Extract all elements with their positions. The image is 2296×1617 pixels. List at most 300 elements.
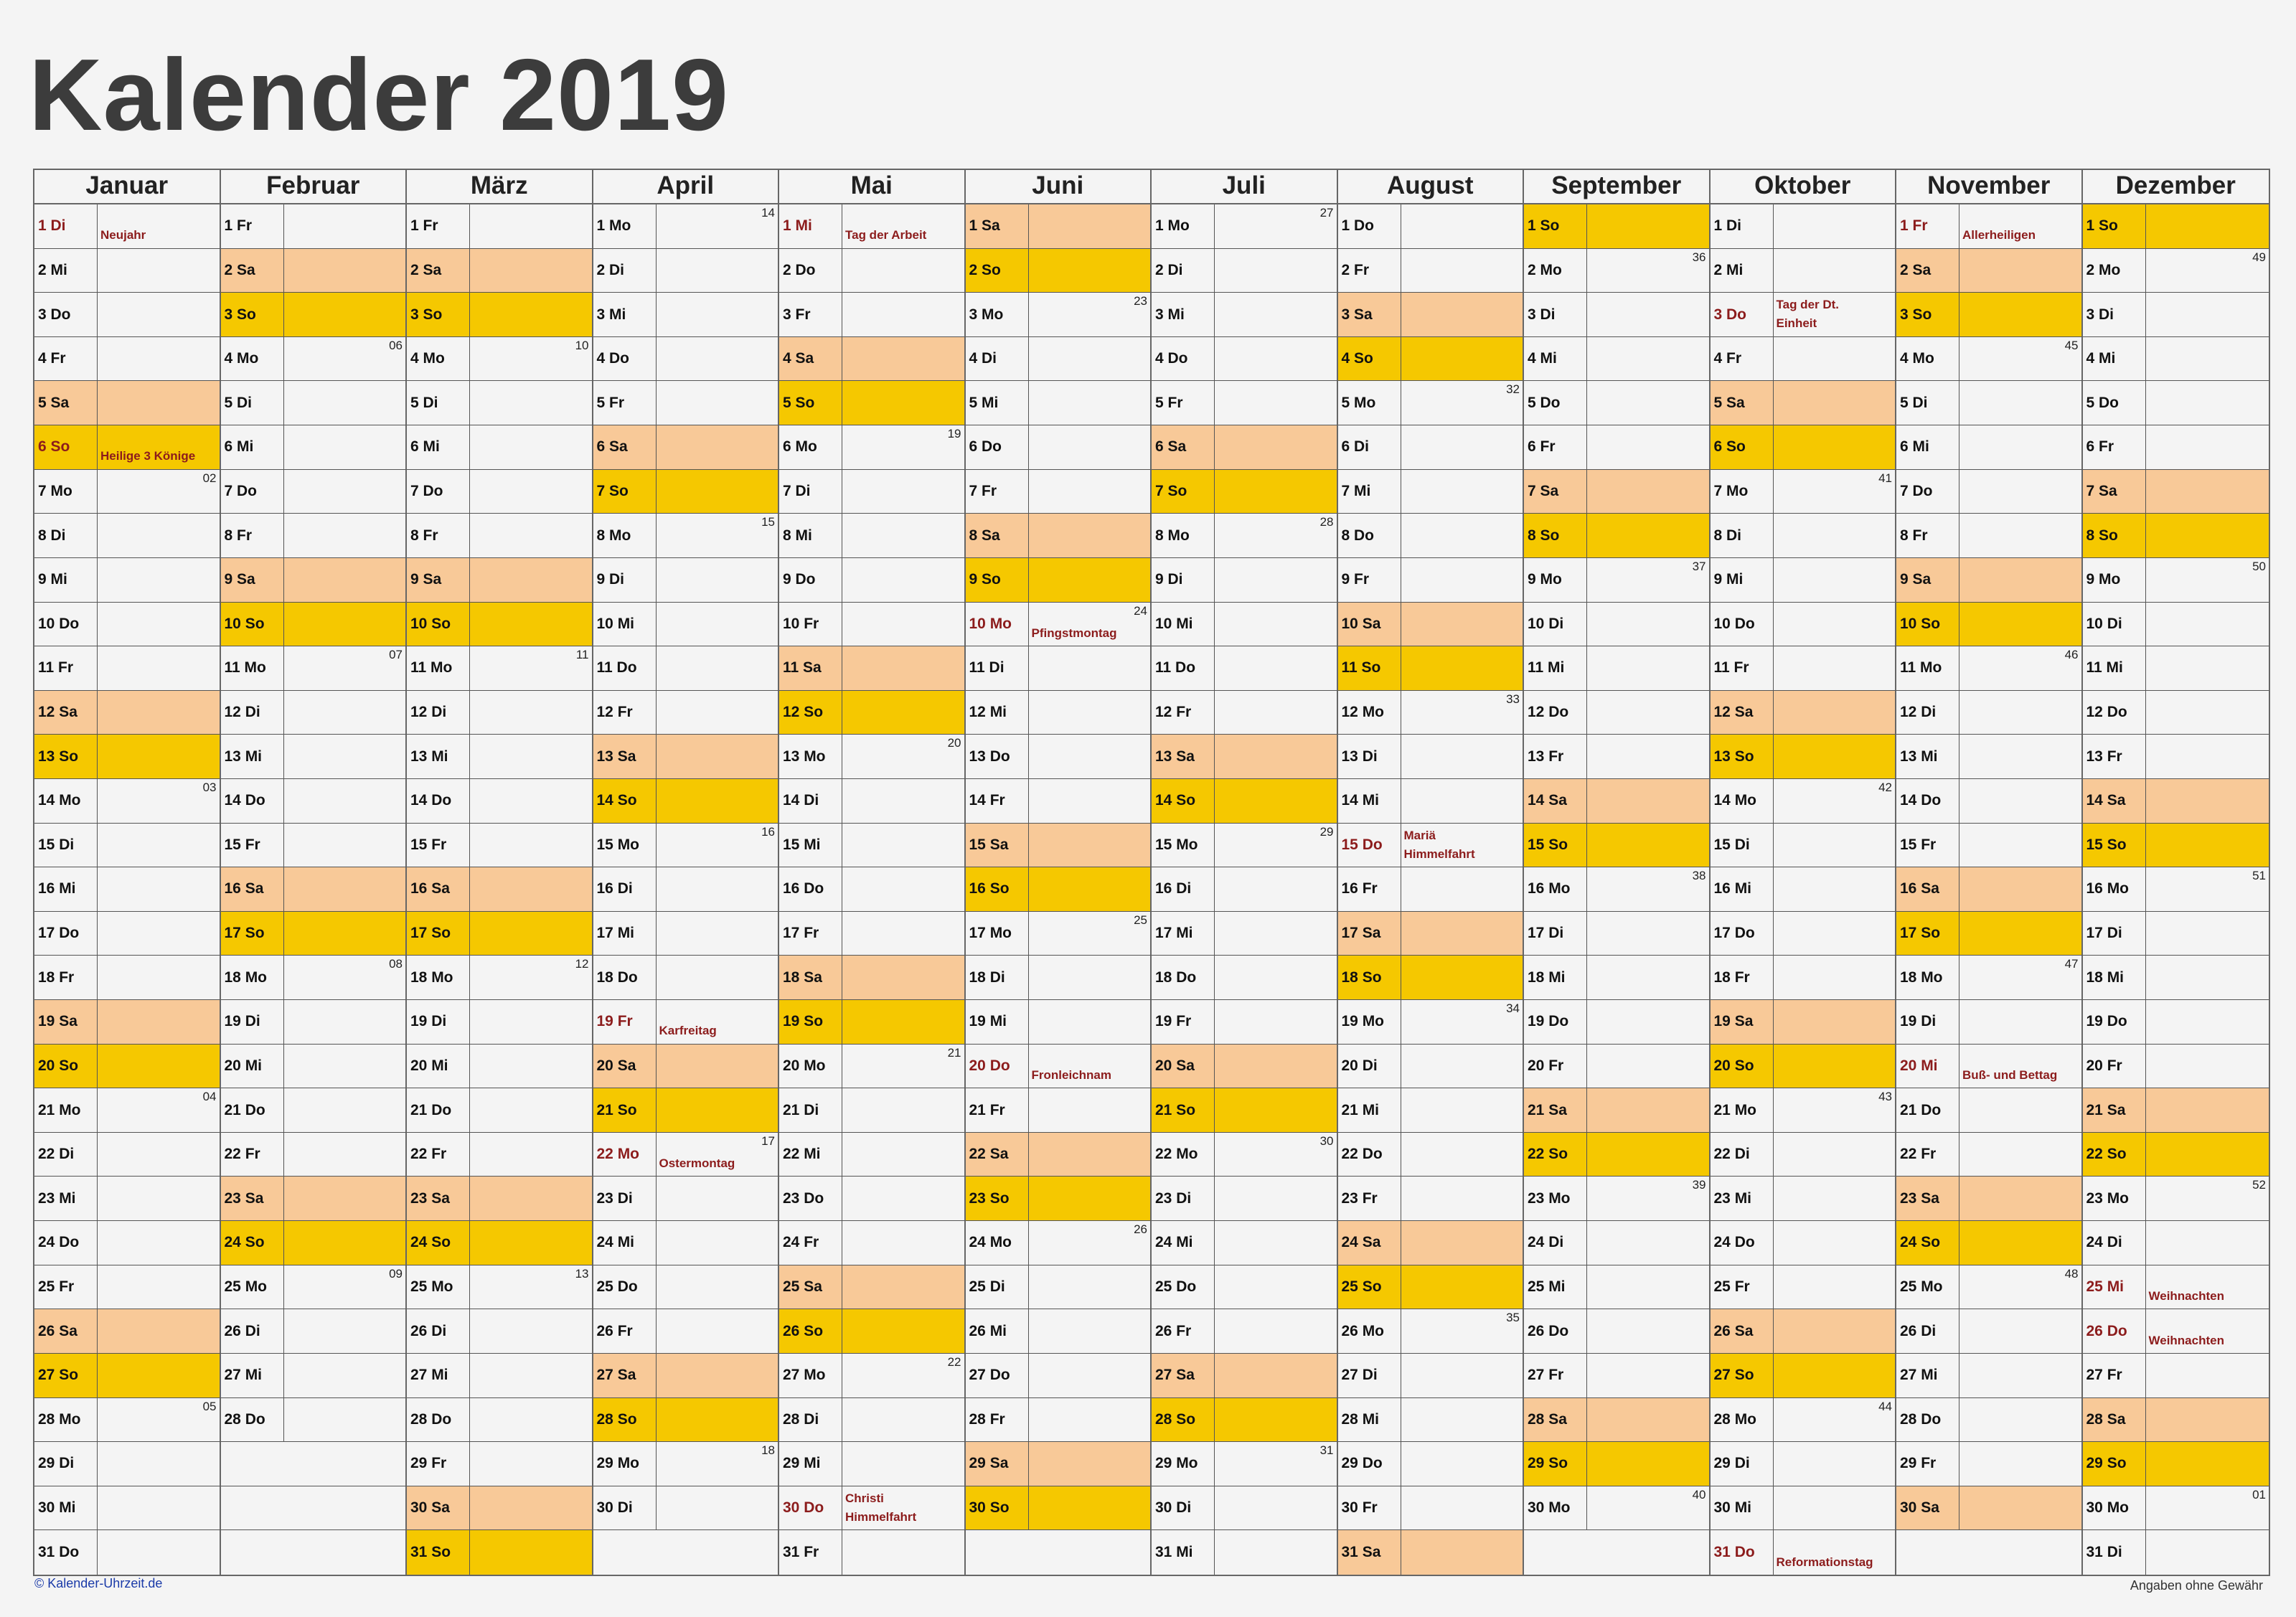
day-cell	[1524, 1221, 1711, 1265]
day-label: 17 So	[407, 912, 470, 956]
day-label: 13 Mo	[779, 735, 842, 778]
day-label: 2 So	[966, 249, 1029, 293]
day-label: 3 Sa	[1338, 293, 1401, 336]
day-cell	[34, 1309, 221, 1354]
day-cell	[1152, 1000, 1338, 1045]
day-note-area	[1215, 646, 1337, 690]
day-label: 31 So	[407, 1530, 470, 1575]
day-note-area	[284, 204, 406, 248]
day-cell	[407, 337, 593, 382]
day-label: 31 Mi	[1152, 1530, 1215, 1575]
empty-day-cell	[1524, 1530, 1711, 1575]
day-note-area	[470, 1088, 592, 1132]
day-label: 24 Do	[1711, 1221, 1774, 1265]
day-label: 15 Fr	[407, 824, 470, 867]
day-note-area	[98, 470, 220, 514]
day-cell	[34, 1045, 221, 1089]
day-note-area	[1215, 1354, 1337, 1397]
day-note-area	[1029, 867, 1151, 911]
day-note-area	[98, 1354, 220, 1397]
day-note-area	[1029, 1442, 1151, 1486]
day-note-area	[470, 1177, 592, 1220]
day-note-area	[1959, 912, 2081, 956]
day-cell	[34, 1088, 221, 1133]
day-note-area	[2146, 1309, 2269, 1353]
day-label: 7 Sa	[1524, 470, 1587, 514]
day-label: 28 So	[1152, 1398, 1215, 1442]
day-cell	[966, 293, 1152, 337]
day-cell	[34, 1486, 221, 1531]
day-cell	[1152, 293, 1338, 337]
day-note-area	[657, 1486, 778, 1530]
day-label: 8 Mo	[593, 514, 657, 557]
day-label: 26 Di	[1896, 1309, 1959, 1353]
day-note-area	[1215, 1309, 1337, 1353]
day-cell	[407, 204, 593, 249]
day-note-area	[1401, 867, 1523, 911]
week-number: 20	[947, 736, 961, 750]
day-cell	[593, 691, 780, 735]
day-note-area	[2146, 735, 2269, 778]
day-cell	[1711, 956, 1897, 1000]
day-note-area	[1959, 1398, 2081, 1442]
day-cell	[407, 1309, 593, 1354]
day-label: 8 Sa	[966, 514, 1029, 557]
day-label: 20 Mi	[221, 1045, 284, 1088]
day-cell	[1338, 514, 1525, 558]
day-cell	[2083, 204, 2269, 249]
day-cell	[1524, 1309, 1711, 1354]
day-note-area	[1029, 1045, 1151, 1088]
day-note-area	[98, 1265, 220, 1309]
day-note-area	[1587, 646, 1709, 690]
day-note-area	[1774, 735, 1896, 778]
day-label: 21 Sa	[1524, 1088, 1587, 1132]
day-label: 1 Sa	[966, 204, 1029, 248]
day-label: 20 Di	[1338, 1045, 1401, 1088]
day-cell	[221, 1309, 408, 1354]
day-note-area	[1401, 1088, 1523, 1132]
week-number: 32	[1506, 382, 1520, 397]
day-note-area	[2146, 1486, 2269, 1530]
day-cell	[34, 691, 221, 735]
day-label: 25 Fr	[34, 1265, 98, 1309]
day-cell	[779, 1177, 966, 1221]
day-note-area	[657, 1045, 778, 1088]
day-label: 2 Di	[1152, 249, 1215, 293]
day-label: 7 Sa	[2083, 470, 2146, 514]
day-cell	[2083, 1177, 2269, 1221]
day-label: 16 Mi	[1711, 867, 1774, 911]
day-note-area	[1029, 425, 1151, 469]
day-note-area	[1215, 470, 1337, 514]
day-cell	[407, 691, 593, 735]
day-label: 1 Fr	[1896, 204, 1959, 248]
day-cell	[1711, 425, 1897, 470]
day-cell	[593, 204, 780, 249]
day-label: 20 Do	[966, 1045, 1029, 1088]
day-label: 1 Fr	[407, 204, 470, 248]
day-cell	[1338, 1133, 1525, 1177]
day-cell	[593, 735, 780, 779]
week-number: 49	[2252, 250, 2266, 264]
month-header: April	[593, 170, 780, 204]
day-note-area	[1215, 912, 1337, 956]
day-cell	[1338, 1398, 1525, 1443]
holiday-name: Allerheiligen	[1962, 228, 2036, 242]
day-label: 2 Mi	[1711, 249, 1774, 293]
week-number: 07	[389, 648, 403, 662]
day-cell	[1524, 603, 1711, 647]
day-note-area	[470, 293, 592, 336]
day-label: 5 So	[779, 381, 842, 425]
day-cell	[1338, 1442, 1525, 1486]
week-number: 41	[1878, 471, 1892, 485]
day-label: 27 Mi	[221, 1354, 284, 1397]
day-note-area	[98, 381, 220, 425]
day-cell	[779, 646, 966, 691]
day-note-area	[1774, 824, 1896, 867]
day-label: 12 Mi	[966, 691, 1029, 735]
day-cell	[1711, 381, 1897, 425]
day-note-area	[1215, 603, 1337, 646]
day-note-area	[2146, 293, 2269, 336]
day-cell	[1896, 337, 2083, 382]
copyright-link[interactable]: © Kalender-Uhrzeit.de	[34, 1576, 163, 1590]
day-label: 5 Sa	[34, 381, 98, 425]
day-cell	[34, 603, 221, 647]
day-cell	[1711, 779, 1897, 824]
day-note-area	[1587, 293, 1709, 336]
day-note-area	[2146, 1045, 2269, 1088]
day-label: 14 Sa	[2083, 779, 2146, 823]
day-note-area	[842, 1088, 964, 1132]
day-label: 8 Fr	[407, 514, 470, 557]
day-cell	[779, 1265, 966, 1310]
day-note-area	[1401, 470, 1523, 514]
day-note-area	[1401, 1177, 1523, 1220]
day-cell	[1338, 558, 1525, 603]
day-note-area	[98, 603, 220, 646]
day-cell	[407, 1177, 593, 1221]
day-note-area	[1215, 956, 1337, 999]
day-label: 9 Mi	[34, 558, 98, 602]
day-cell	[1711, 1265, 1897, 1310]
day-cell	[1896, 514, 2083, 558]
day-label: 13 Mi	[221, 735, 284, 778]
day-label: 17 Mo	[966, 912, 1029, 956]
day-label: 11 Sa	[779, 646, 842, 690]
day-note-area	[842, 1221, 964, 1265]
day-label: 9 Di	[1152, 558, 1215, 602]
day-label: 20 Fr	[1524, 1045, 1587, 1088]
week-number: 38	[1692, 869, 1706, 883]
day-label: 3 Di	[2083, 293, 2146, 336]
day-label: 29 Fr	[407, 1442, 470, 1486]
day-label: 25 Mi	[1524, 1265, 1587, 1309]
day-note-area	[657, 1442, 778, 1486]
week-number: 09	[389, 1266, 403, 1281]
day-note-area	[657, 603, 778, 646]
day-label: 3 So	[1896, 293, 1959, 336]
day-note-area	[1401, 558, 1523, 602]
day-note-area	[284, 779, 406, 823]
day-note-area	[842, 425, 964, 469]
day-cell	[1896, 824, 2083, 868]
day-note-area	[1401, 381, 1523, 425]
day-label: 10 Di	[2083, 603, 2146, 646]
day-note-area	[1774, 603, 1896, 646]
day-note-area	[2146, 381, 2269, 425]
day-cell	[1524, 1265, 1711, 1310]
day-label: 9 Mi	[1711, 558, 1774, 602]
day-cell	[779, 514, 966, 558]
day-cell	[779, 204, 966, 249]
week-number: 35	[1506, 1311, 1520, 1325]
day-label: 25 Do	[593, 1265, 657, 1309]
day-label: 16 Sa	[221, 867, 284, 911]
day-label: 1 So	[1524, 204, 1587, 248]
day-label: 21 Sa	[2083, 1088, 2146, 1132]
day-label: 21 Do	[1896, 1088, 1959, 1132]
day-cell	[1338, 867, 1525, 912]
day-label: 5 Do	[1524, 381, 1587, 425]
day-label: 30 Di	[593, 1486, 657, 1530]
day-note-area	[2146, 1133, 2269, 1177]
day-note-area	[842, 824, 964, 867]
day-cell	[1711, 1133, 1897, 1177]
day-note-area	[1959, 1309, 2081, 1353]
day-cell	[966, 1398, 1152, 1443]
day-note-area	[1774, 779, 1896, 823]
day-label: 27 Sa	[1152, 1354, 1215, 1397]
day-cell	[407, 1265, 593, 1310]
day-cell	[593, 912, 780, 956]
day-note-area	[470, 779, 592, 823]
empty-day-cell	[221, 1530, 408, 1575]
day-cell	[1338, 293, 1525, 337]
day-note-area	[842, 514, 964, 557]
day-cell	[1524, 337, 1711, 382]
day-label: 17 Do	[1711, 912, 1774, 956]
day-cell	[2083, 691, 2269, 735]
day-label: 23 Fr	[1338, 1177, 1401, 1220]
day-note-area	[1029, 1000, 1151, 1044]
day-note-area	[1774, 1133, 1896, 1177]
day-cell	[1896, 293, 2083, 337]
day-cell	[34, 824, 221, 868]
day-cell	[2083, 1221, 2269, 1265]
day-label: 14 Di	[779, 779, 842, 823]
day-note-area	[284, 1309, 406, 1353]
day-label: 26 Mo	[1338, 1309, 1401, 1353]
day-note-area	[1774, 1088, 1896, 1132]
day-label: 7 Mo	[1711, 470, 1774, 514]
day-label: 1 Di	[1711, 204, 1774, 248]
day-note-area	[98, 956, 220, 999]
day-note-area	[98, 514, 220, 557]
empty-day-cell	[593, 1530, 780, 1575]
day-label: 1 Do	[1338, 204, 1401, 248]
day-note-area	[1401, 779, 1523, 823]
day-note-area	[1959, 603, 2081, 646]
day-note-area	[657, 1133, 778, 1177]
day-cell	[407, 1442, 593, 1486]
day-note-area	[98, 204, 220, 248]
day-note-area	[470, 646, 592, 690]
day-cell	[2083, 867, 2269, 912]
day-note-area	[470, 1486, 592, 1530]
day-cell	[779, 1442, 966, 1486]
day-label: 12 Fr	[1152, 691, 1215, 735]
day-label: 11 Fr	[34, 646, 98, 690]
day-label: 18 Sa	[779, 956, 842, 999]
day-label: 20 Mi	[1896, 1045, 1959, 1088]
day-cell	[1524, 1045, 1711, 1089]
day-cell	[34, 337, 221, 382]
day-cell	[34, 1530, 221, 1575]
day-note-area	[2146, 1530, 2269, 1575]
day-cell	[2083, 824, 2269, 868]
day-cell	[966, 558, 1152, 603]
day-cell	[1711, 1398, 1897, 1443]
day-cell	[1896, 691, 2083, 735]
week-number: 48	[2064, 1266, 2079, 1281]
day-label: 10 So	[221, 603, 284, 646]
day-label: 30 Mi	[1711, 1486, 1774, 1530]
day-note-area	[842, 337, 964, 381]
day-label: 24 Mi	[1152, 1221, 1215, 1265]
day-cell	[593, 249, 780, 293]
day-label: 27 Mi	[407, 1354, 470, 1397]
day-note-area	[470, 1133, 592, 1177]
day-cell	[407, 514, 593, 558]
day-note-area	[1029, 646, 1151, 690]
day-note-area	[284, 1177, 406, 1220]
day-note-area	[98, 867, 220, 911]
day-label: 28 Mi	[1338, 1398, 1401, 1442]
day-label: 29 So	[2083, 1442, 2146, 1486]
day-cell	[1896, 867, 2083, 912]
day-cell	[1896, 381, 2083, 425]
day-note-area	[1401, 646, 1523, 690]
day-label: 29 Mi	[779, 1442, 842, 1486]
day-note-area	[842, 1398, 964, 1442]
day-label: 10 Mi	[593, 603, 657, 646]
week-number: 34	[1506, 1001, 1520, 1016]
day-note-area	[1215, 1000, 1337, 1044]
day-cell	[593, 1133, 780, 1177]
week-number: 29	[1319, 824, 1334, 839]
day-label: 31 Sa	[1338, 1530, 1401, 1575]
week-number: 19	[947, 427, 961, 441]
day-note-area	[470, 1530, 592, 1575]
day-note-area	[98, 293, 220, 336]
day-label: 21 Do	[407, 1088, 470, 1132]
day-cell	[1711, 912, 1897, 956]
day-label: 29 Fr	[1896, 1442, 1959, 1486]
day-note-area	[1959, 735, 2081, 778]
day-note-area	[1959, 1177, 2081, 1220]
day-label: 24 So	[1896, 1221, 1959, 1265]
day-label: 17 Di	[1524, 912, 1587, 956]
day-cell	[221, 337, 408, 382]
day-cell	[1896, 1442, 2083, 1486]
day-cell	[2083, 646, 2269, 691]
day-cell	[1711, 1354, 1897, 1398]
day-label: 5 Fr	[593, 381, 657, 425]
day-label: 5 Sa	[1711, 381, 1774, 425]
day-cell	[1896, 470, 2083, 514]
day-label: 27 So	[34, 1354, 98, 1397]
day-note-area	[1959, 956, 2081, 999]
day-cell	[407, 867, 593, 912]
day-note-area	[284, 646, 406, 690]
month-header: September	[1524, 170, 1711, 204]
day-cell	[34, 1398, 221, 1443]
day-note-area	[1774, 691, 1896, 735]
day-cell	[593, 1045, 780, 1089]
day-note-area	[2146, 646, 2269, 690]
day-label: 2 Mo	[1524, 249, 1587, 293]
day-note-area	[98, 1442, 220, 1486]
day-label: 21 Do	[221, 1088, 284, 1132]
day-note-area	[842, 779, 964, 823]
day-cell	[1524, 1133, 1711, 1177]
day-cell	[2083, 425, 2269, 470]
day-note-area	[1774, 1486, 1896, 1530]
day-cell	[2083, 1442, 2269, 1486]
day-note-area	[657, 425, 778, 469]
day-label: 16 Mi	[34, 867, 98, 911]
day-note-area	[657, 735, 778, 778]
day-label: 30 Mi	[34, 1486, 98, 1530]
day-note-area	[1215, 867, 1337, 911]
day-cell	[1711, 1486, 1897, 1531]
day-label: 3 Mi	[1152, 293, 1215, 336]
page-title: Kalender 2019	[29, 38, 730, 152]
week-number: 05	[202, 1399, 217, 1413]
day-cell	[34, 1354, 221, 1398]
day-label: 5 Di	[221, 381, 284, 425]
day-note-area	[2146, 470, 2269, 514]
day-cell	[221, 1354, 408, 1398]
day-label: 4 Mo	[407, 337, 470, 381]
day-note-area	[1029, 249, 1151, 293]
day-label: 11 Do	[593, 646, 657, 690]
day-cell	[34, 425, 221, 470]
day-note-area	[98, 1486, 220, 1530]
day-cell	[34, 204, 221, 249]
day-cell	[2083, 337, 2269, 382]
day-note-area	[284, 1045, 406, 1088]
day-cell	[407, 779, 593, 824]
day-cell	[779, 912, 966, 956]
holiday-name: Pfingstmontag	[1031, 626, 1117, 640]
day-cell	[1711, 691, 1897, 735]
week-number: 39	[1692, 1178, 1706, 1192]
week-number: 12	[575, 957, 589, 971]
day-note-area	[1029, 204, 1151, 248]
day-cell	[1896, 1177, 2083, 1221]
day-cell	[1896, 204, 2083, 249]
day-note-area	[470, 1309, 592, 1353]
day-note-area	[1215, 1177, 1337, 1220]
day-cell	[1338, 691, 1525, 735]
week-number: 01	[2252, 1487, 2266, 1502]
day-cell	[1896, 1000, 2083, 1045]
day-note-area	[1587, 558, 1709, 602]
